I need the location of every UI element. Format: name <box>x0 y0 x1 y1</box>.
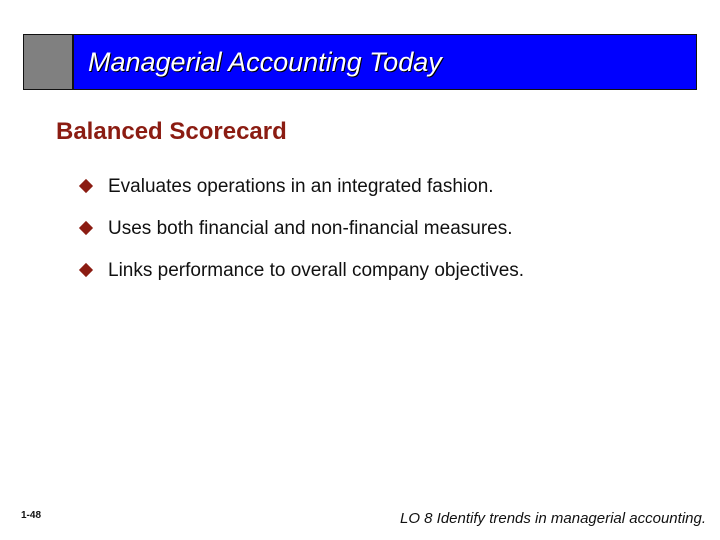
learning-objective-footer: LO 8 Identify trends in managerial accounting. <box>399 510 706 527</box>
list-item <box>78 250 524 292</box>
section-heading: Balanced Scorecard <box>56 118 287 145</box>
title-bar <box>72 35 696 89</box>
bullet-text: Uses both financial and non-financial measures. <box>108 218 513 239</box>
bullet-list <box>78 166 524 292</box>
slide-title: Managerial Accounting Today <box>88 47 442 77</box>
diamond-bullet-icon <box>78 261 108 281</box>
list-item <box>78 166 524 208</box>
page-number: 1-48 <box>21 510 42 521</box>
bullet-text: Evaluates operations in an integrated fashion. <box>108 176 494 197</box>
diamond-bullet-icon <box>78 219 108 239</box>
list-item <box>78 208 524 250</box>
title-banner <box>23 34 697 90</box>
bullet-text: Links performance to overall company objectives. <box>108 260 525 281</box>
diamond-bullet-icon <box>78 177 108 197</box>
